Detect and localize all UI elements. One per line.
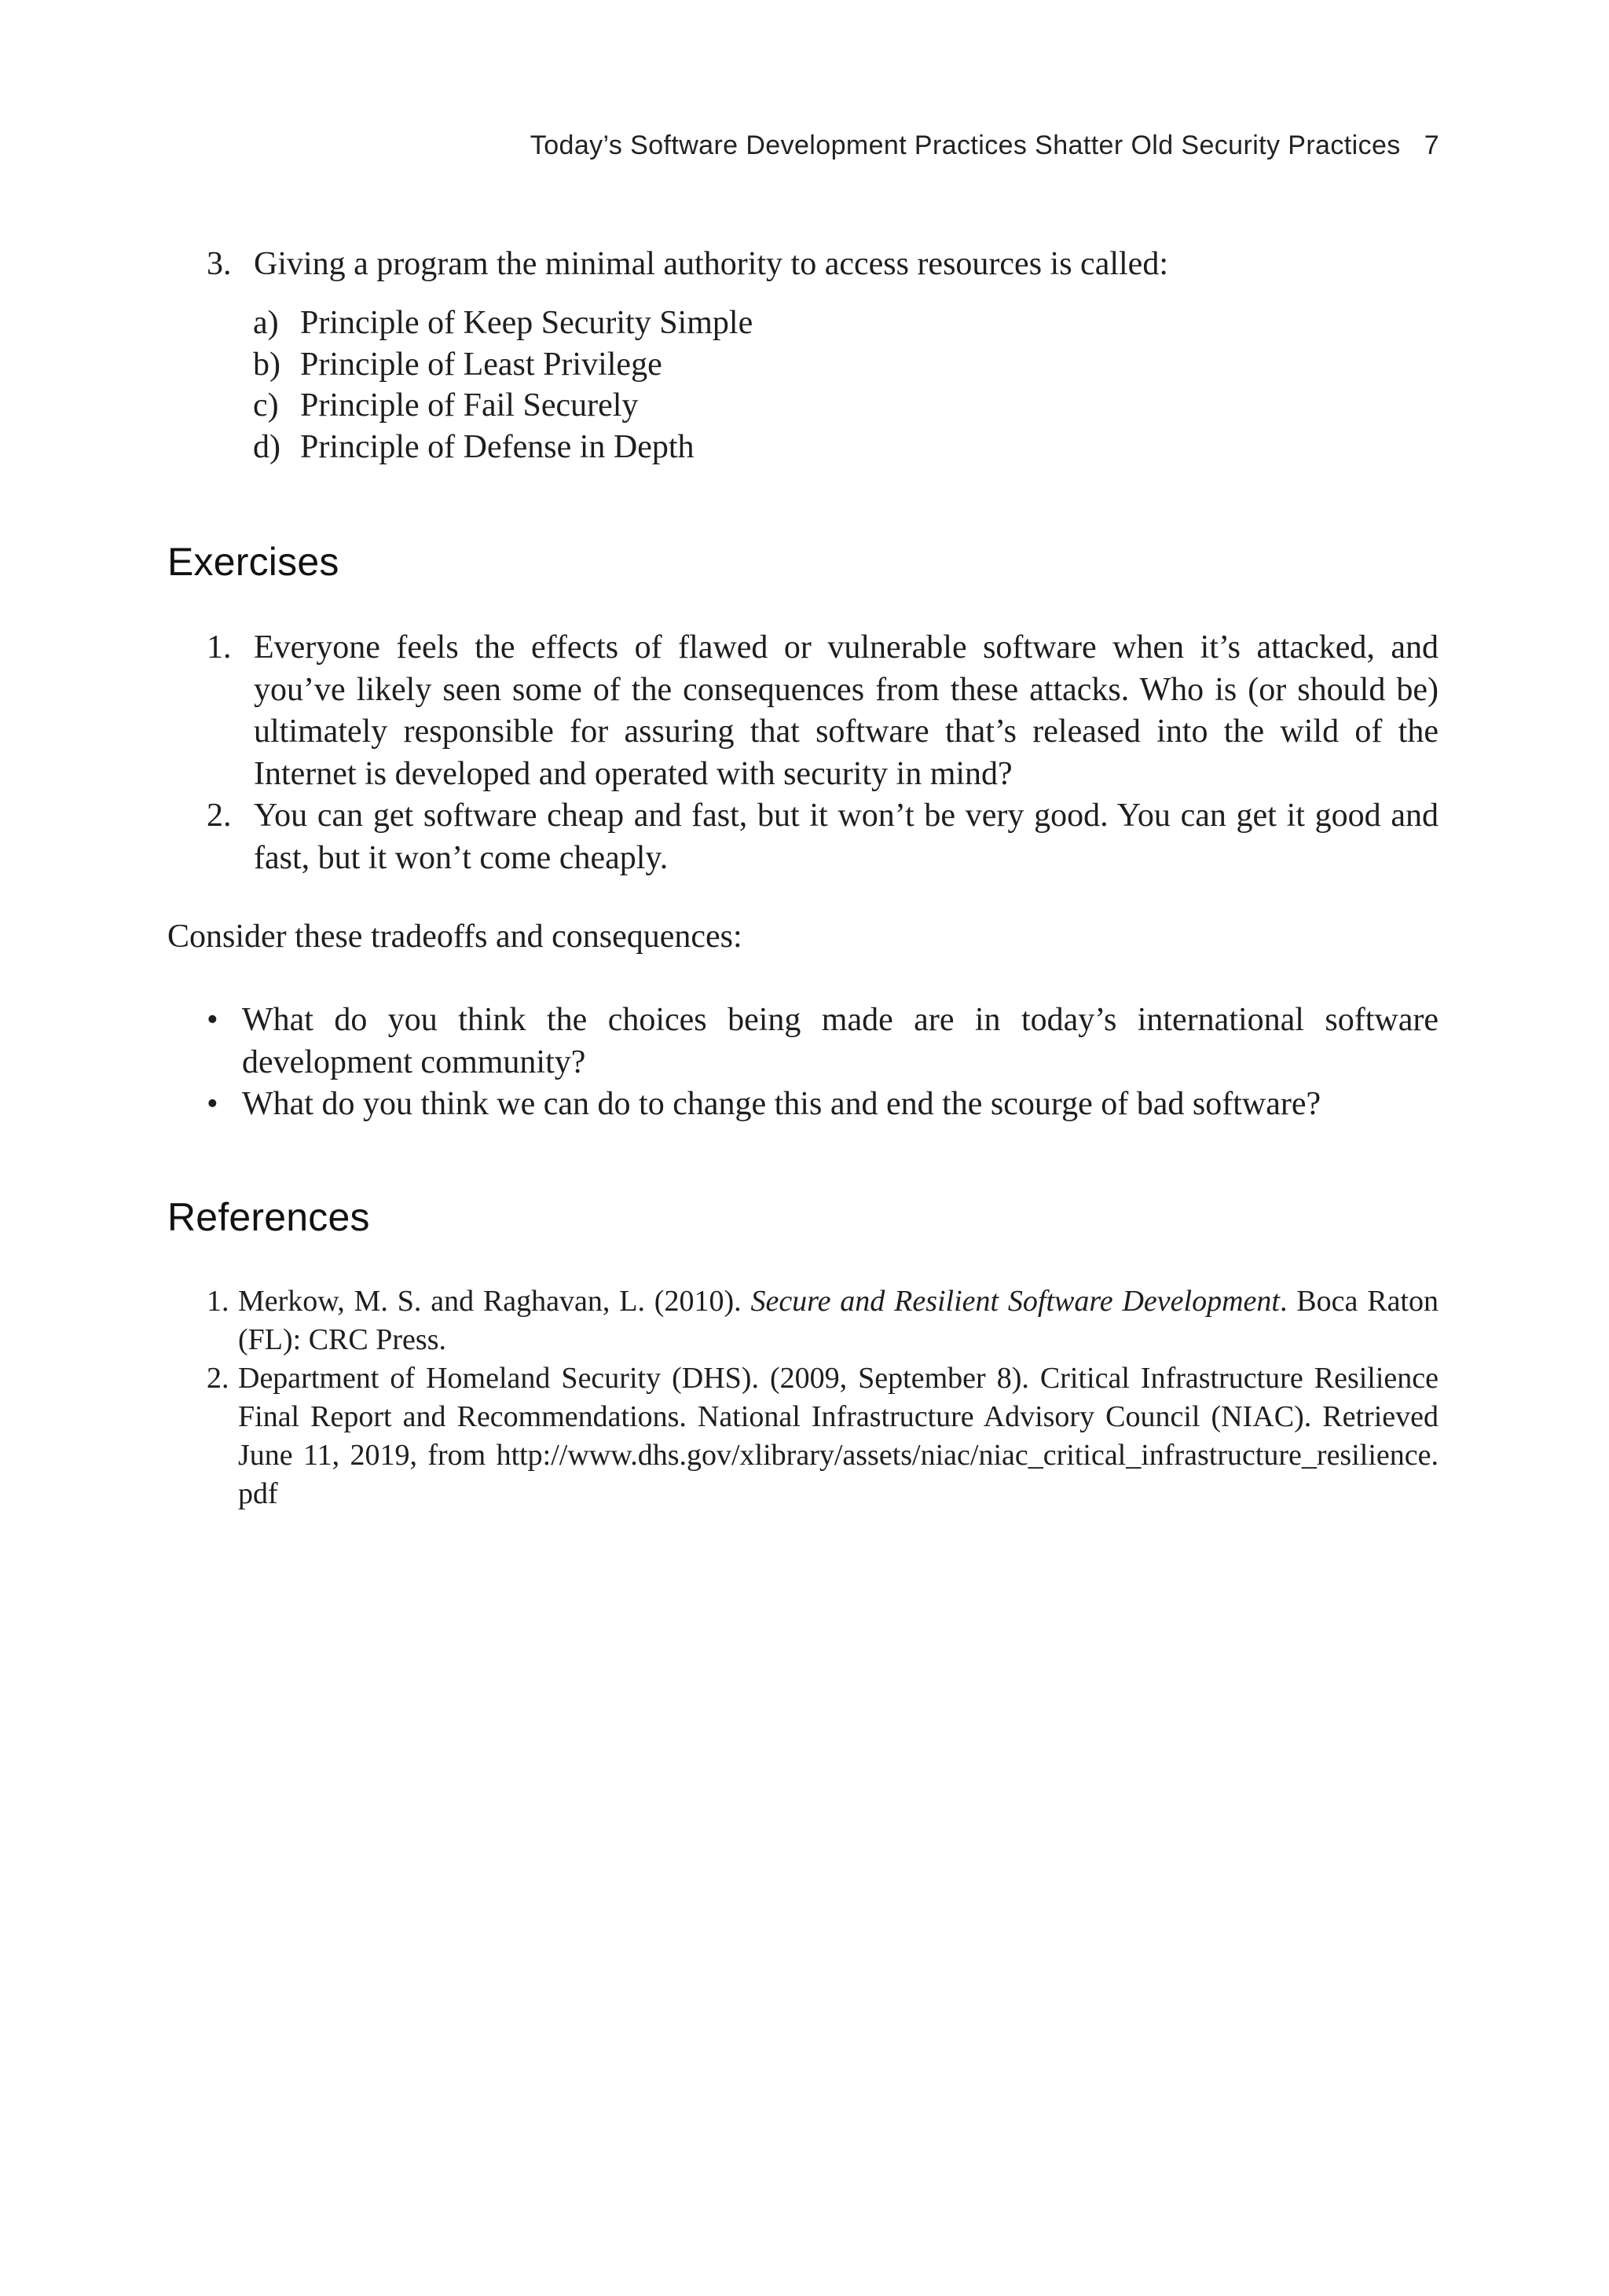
reference-title: Secure and Resilient Software Development xyxy=(750,1285,1280,1318)
question-text: Giving a program the minimal authority to access resources is called: xyxy=(254,246,1168,282)
list-item xyxy=(207,795,1439,879)
list-item xyxy=(207,627,1439,795)
item-number: 2. xyxy=(207,798,232,834)
option-label: b) xyxy=(253,346,280,383)
references-list xyxy=(207,1282,1439,1513)
option-text: Principle of Defense in Depth xyxy=(300,428,695,465)
list-item xyxy=(207,999,1439,1084)
item-text: Everyone feels the effects of flawed or vulnerable software when it’s attacked, and you’ve likely seen some of the consequences from these attacks. Who is (or should be) ultimately responsible for assuring that software that’s released into the wild of the Internet is developed and operated with security in mind? xyxy=(254,629,1439,792)
running-head-title: Today’s Software Development Practices Shatter Old Security Practices xyxy=(530,130,1401,160)
reference-text-before: Merkow, M. S. and Raghavan, L. (2010). xyxy=(238,1285,751,1318)
list-item xyxy=(207,1084,1439,1126)
item-number: 1. xyxy=(207,1285,229,1318)
exercises-heading: Exercises xyxy=(167,540,339,584)
item-number: 2. xyxy=(207,1362,229,1395)
item-text: What do you think the choices being made are in today’s international software development community? xyxy=(242,1002,1439,1080)
option-label: a) xyxy=(253,305,279,341)
option-label: c) xyxy=(253,387,279,424)
list-item xyxy=(207,1282,1439,1359)
item-text: You can get software cheap and fast, but it won’t be very good. You can get it good and fast, but it won’t come cheaply. xyxy=(254,798,1439,876)
running-head xyxy=(530,130,1439,161)
reference-text: Department of Homeland Security (DHS). (2009, September 8). Critical Infrastructure Resilience Final Report and Recommendations. National Infrastructure Advisory Council (NIAC). Retrieved June 11, 2019, from xyxy=(238,1362,1439,1472)
option-text: Principle of Least Privilege xyxy=(300,346,662,383)
bullet-list xyxy=(207,999,1439,1126)
list-item xyxy=(207,1359,1439,1513)
consider-paragraph: Consider these tradeoffs and consequences: xyxy=(167,919,742,955)
item-text: What do you think we can do to change this and end the scourge of bad software? xyxy=(242,1086,1321,1122)
page-number: 7 xyxy=(1424,130,1439,160)
exercises-list xyxy=(207,627,1439,879)
option-text: Principle of Fail Securely xyxy=(300,387,639,424)
bullet-icon: • xyxy=(207,1002,218,1038)
option-text: Principle of Keep Security Simple xyxy=(300,305,753,341)
question-number: 3. xyxy=(207,246,232,282)
reference-url[interactable]: http://www.dhs.gov/xlibrary/assets/niac/niac_critical_infrastructure_resilience.pdf xyxy=(238,1439,1439,1510)
reference-text-after: . Boca Raton (FL): CRC Press. xyxy=(238,1285,1439,1356)
bullet-icon: • xyxy=(207,1086,218,1122)
item-number: 1. xyxy=(207,629,232,666)
option-label: d) xyxy=(253,428,280,465)
references-heading: References xyxy=(167,1195,370,1239)
